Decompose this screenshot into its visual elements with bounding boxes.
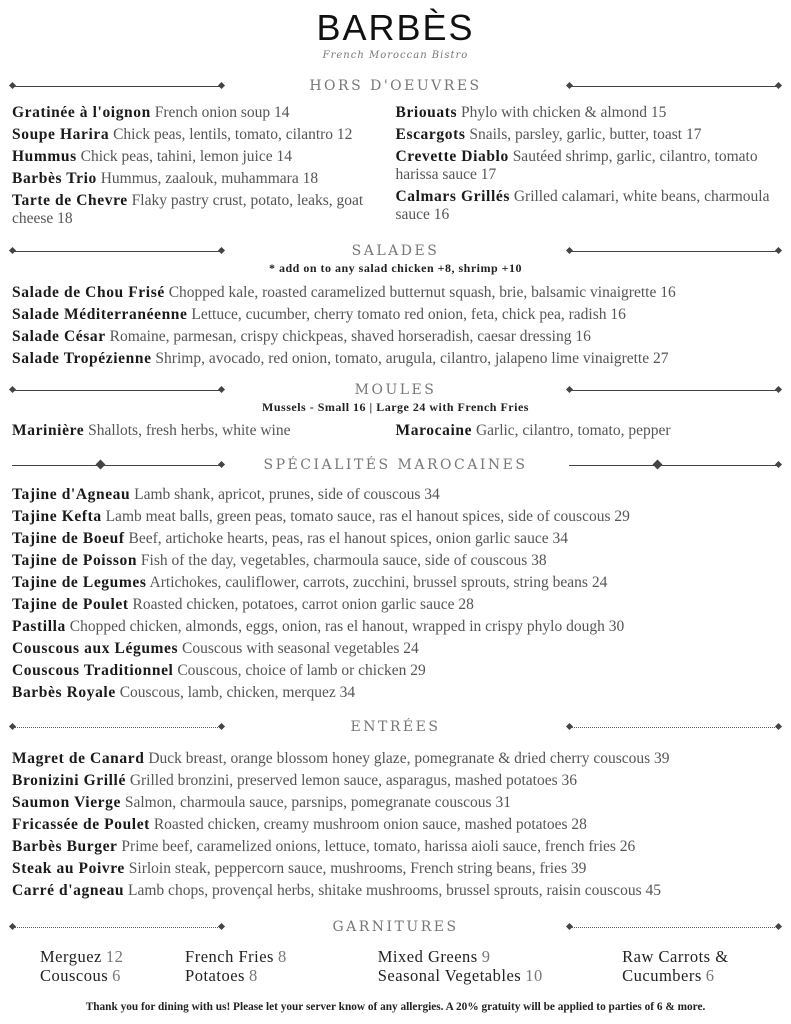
section-title: SALADES	[351, 243, 440, 259]
divider-ornament	[569, 465, 779, 466]
menu-item-name: Briouats	[395, 104, 458, 121]
menu-item-name: Barbès Royale	[12, 684, 116, 701]
side-dish-price: 8	[248, 966, 258, 985]
restaurant-name: BARBÈS	[316, 7, 475, 48]
section-entrees	[0, 717, 791, 902]
side-dish-column	[622, 947, 791, 985]
side-dish-price: 10	[525, 966, 543, 985]
section-header	[0, 917, 791, 937]
menu-item-name: Tajine Kefta	[12, 508, 102, 525]
menu-item-name: Salade César	[12, 328, 106, 345]
menu-item	[12, 326, 779, 348]
menu-item-description: Fish of the day, vegetables, charmoula sauce, side of couscous 38	[140, 552, 547, 569]
menu-item	[396, 104, 780, 122]
menu-item-description: Roasted chicken, creamy mushroom onion sauce, mashed potatoes 28	[153, 816, 587, 833]
menu-item-description: Grilled bronzini, preserved lemon sauce, asparagus, mashed potatoes 36	[129, 772, 578, 789]
menu-item	[12, 282, 779, 304]
side-dish-name: Mixed Greens	[377, 947, 478, 966]
side-dish	[185, 947, 378, 966]
side-dish	[40, 947, 185, 966]
menu-item	[12, 348, 779, 370]
menu-item	[12, 682, 779, 704]
menu-item-name: Tajine d'Agneau	[12, 486, 131, 503]
menu-item-name: Tajine de Poulet	[12, 596, 129, 613]
restaurant-tagline: French Moroccan Bistro	[322, 50, 469, 61]
menu-item	[12, 594, 779, 616]
divider-ornament	[569, 927, 779, 928]
menu-item-list	[396, 422, 780, 444]
section-title: GARNITURES	[332, 919, 459, 935]
menu-item	[12, 422, 396, 440]
section-header	[0, 380, 791, 400]
menu-item-description: Salmon, charmoula sauce, parsnips, pomegranate couscous 31	[124, 794, 511, 811]
menu-item	[12, 572, 779, 594]
menu-item-list	[12, 104, 396, 232]
side-dish-price: 6	[705, 966, 715, 985]
side-dish-column	[185, 947, 378, 985]
menu-item-description: French onion soup 14	[154, 104, 290, 121]
menu-item-name: Tajine de Poisson	[12, 552, 138, 569]
menu-item-description: Snails, parsley, garlic, butter, toast 17	[469, 126, 702, 143]
section-garnitures	[0, 917, 791, 985]
menu-item	[12, 770, 779, 792]
menu-item-description: Couscous, lamb, chicken, merquez 34	[119, 684, 356, 701]
menu-item-name: Steak au Poivre	[12, 860, 125, 877]
menu-item	[12, 484, 779, 506]
menu-item-description: Lettuce, cucumber, cherry tomato red onion, feta, chick pea, radish 16	[191, 306, 626, 323]
side-dish-name: Potatoes	[185, 966, 245, 985]
side-dish	[622, 947, 791, 966]
menu-item	[12, 638, 779, 660]
menu-item-name: Couscous Traditionnel	[12, 662, 174, 679]
side-dish	[40, 966, 185, 985]
section-header	[0, 717, 791, 737]
menu-item-name: Marinière	[12, 422, 85, 439]
menu-item-name: Gratinée à l'oignon	[12, 104, 151, 121]
side-dish-price: 8	[277, 947, 287, 966]
menu-item	[12, 304, 779, 326]
side-dish	[185, 966, 378, 985]
menu-item-description: Duck breast, orange blossom honey glaze, pomegranate & dried cherry couscous 39	[148, 750, 670, 767]
menu-item-description: Prime beef, caramelized onions, lettuce, tomato, harissa aioli sauce, french fries 26	[121, 838, 636, 855]
side-dish-price: 12	[105, 947, 124, 966]
section-title: ENTRÉES	[350, 719, 441, 735]
menu-item-description: Artichokes, cauliflower, carrots, zucchini, brussel sprouts, string beans 24	[149, 574, 608, 591]
footer-note: Thank you for dining with us! Please let your server know of any allergies. A 20% gratuity will be applied to parties of 6 & more.	[85, 1001, 706, 1013]
menu-item-name: Salade Méditerranéenne	[12, 306, 188, 323]
menu-item-name: Hummus	[12, 148, 77, 165]
menu-item	[12, 880, 779, 902]
divider-ornament	[569, 251, 779, 252]
menu-item	[12, 170, 396, 188]
side-dish-name: French Fries	[185, 947, 274, 966]
menu-item-description: Chopped kale, roasted caramelized butternut squash, brie, balsamic vinaigrette 16	[168, 284, 676, 301]
side-dish	[378, 947, 622, 966]
side-dish	[378, 966, 622, 985]
side-dish-name: Cucumbers	[622, 966, 702, 985]
menu-item-list	[0, 276, 791, 370]
menu-item-description: Chopped chicken, almonds, eggs, onion, ras el hanout, wrapped in crispy phylo dough 30	[69, 618, 625, 635]
menu-item-name: Barbès Burger	[12, 838, 118, 855]
divider-ornament	[12, 86, 222, 87]
divider-ornament	[569, 86, 779, 87]
section-title: SPÉCIALITÉS MAROCAINES	[263, 457, 528, 473]
divider-ornament	[12, 465, 222, 466]
menu-item	[12, 506, 779, 528]
menu-item-name: Couscous aux Légumes	[12, 640, 179, 657]
side-dish-column	[378, 947, 622, 985]
section-note: * add on to any salad chicken +8, shrimp +10	[268, 261, 523, 275]
divider-ornament	[12, 251, 222, 252]
menu-item-name: Magret de Canard	[12, 750, 145, 767]
menu-item-description: Phylo with chicken & almond 15	[461, 104, 667, 121]
menu-item-name: Escargots	[395, 126, 466, 143]
section-header	[0, 76, 791, 96]
menu-item	[12, 528, 779, 550]
side-dish-name: Merguez	[40, 947, 102, 966]
menu-item-description: Lamb shank, apricot, prunes, side of couscous 34	[134, 486, 440, 503]
menu-item	[396, 126, 780, 144]
menu-item-list	[12, 422, 396, 444]
menu-item-description: Beef, artichoke hearts, peas, ras el hanout spices, onion garlic sauce 34	[128, 530, 568, 547]
menu-item-name: Saumon Vierge	[12, 794, 121, 811]
menu-item-name: Marocaine	[395, 422, 473, 439]
section-note: Mussels - Small 16 | Large 24 with French Fries	[262, 400, 529, 414]
menu-item	[396, 148, 780, 184]
menu-item-name: Barbès Trio	[12, 170, 97, 187]
menu-item	[12, 126, 396, 144]
menu-item	[12, 836, 779, 858]
side-dish	[622, 966, 791, 985]
menu-item-description: Hummus, zaalouk, muhammara 18	[100, 170, 319, 187]
side-dish-name: Raw Carrots &	[622, 947, 729, 966]
menu-item	[12, 814, 779, 836]
menu-item-name: Salade Tropézienne	[12, 350, 152, 367]
menu-item	[12, 550, 779, 572]
menu-item	[12, 104, 396, 122]
menu-item-name: Crevette Diablo	[395, 148, 509, 165]
menu-item-description: Romaine, parmesan, crispy chickpeas, shaved horseradish, caesar dressing 16	[109, 328, 591, 345]
divider-ornament	[569, 727, 779, 728]
side-dish-name: Couscous	[40, 966, 109, 985]
menu-item	[12, 748, 779, 770]
menu-item	[12, 616, 779, 638]
menu-item-description: Shallots, fresh herbs, white wine	[88, 422, 291, 439]
menu-item-description: Couscous with seasonal vegetables 24	[182, 640, 419, 657]
menu-item-description: Shrimp, avocado, red onion, tomato, arugula, cilantro, jalapeno lime vinaigrette 27	[155, 350, 669, 367]
menu-item	[12, 148, 396, 166]
menu-item-list	[396, 104, 780, 232]
menu-item-list	[0, 737, 791, 902]
menu-item	[12, 858, 779, 880]
section-salades	[0, 241, 791, 370]
menu-item-description: Chick peas, tahini, lemon juice 14	[80, 148, 292, 165]
divider-ornament	[12, 727, 222, 728]
menu-item-name: Pastilla	[12, 618, 66, 635]
section-title: MOULES	[354, 382, 437, 398]
menu-item	[12, 792, 779, 814]
menu-item-name: Soupe Harira	[12, 126, 110, 143]
menu-item	[12, 192, 396, 228]
side-dish-price: 6	[112, 966, 121, 985]
menu-item	[396, 422, 780, 440]
menu-item-description: Flaky pastry crust, potato, leaks, goat cheese 18	[12, 192, 364, 227]
divider-ornament	[569, 390, 779, 391]
menu-item-name: Tajine de Legumes	[12, 574, 147, 591]
menu-item-description: Lamb chops, provençal herbs, shitake mushrooms, brussel sprouts, raisin couscous 45	[128, 882, 661, 899]
menu-item-description: Garlic, cilantro, tomato, pepper	[475, 422, 671, 439]
side-dish-price: 9	[481, 947, 491, 966]
side-dish-column	[40, 947, 185, 985]
menu-item	[396, 188, 780, 224]
section-header	[0, 455, 791, 475]
side-dish-name: Seasonal Vegetables	[377, 966, 522, 985]
menu-item	[12, 660, 779, 682]
menu-item-description: Couscous, choice of lamb or chicken 29	[177, 662, 426, 679]
restaurant-logo	[0, 8, 791, 61]
menu-item-list	[0, 475, 791, 704]
divider-ornament	[12, 390, 222, 391]
menu-item-description: Chick peas, lentils, tomato, cilantro 12	[113, 126, 353, 143]
menu-item-name: Fricassée de Poulet	[12, 816, 150, 833]
menu-item-description: Roasted chicken, potatoes, carrot onion garlic sauce 28	[132, 596, 474, 613]
section-specialites	[0, 455, 791, 704]
menu-item-name: Calmars Grillés	[395, 188, 510, 205]
section-header	[0, 241, 791, 261]
menu-item-name: Salade de Chou Frisé	[12, 284, 165, 301]
menu-item-name: Tarte de Chevre	[12, 192, 128, 209]
menu-item-name: Bronizini Grillé	[12, 772, 126, 789]
section-hors-doeuvres	[0, 76, 791, 232]
menu-item-description: Grilled calamari, white beans, charmoula sauce 16	[395, 188, 770, 223]
divider-ornament	[12, 927, 222, 928]
section-moules	[0, 380, 791, 444]
menu-item-description: Lamb meat balls, green peas, tomato sauce, ras el hanout spices, side of couscous 29	[105, 508, 630, 525]
menu-item-name: Tajine de Boeuf	[12, 530, 125, 547]
menu-item-description: Sirloin steak, peppercorn sauce, mushrooms, French string beans, fries 39	[128, 860, 587, 877]
menu-item-description: Sautéed shrimp, garlic, cilantro, tomato harissa sauce 17	[395, 148, 758, 183]
menu-item-name: Carré d'agneau	[12, 882, 125, 899]
section-title: HORS D'OEUVRES	[309, 78, 482, 94]
